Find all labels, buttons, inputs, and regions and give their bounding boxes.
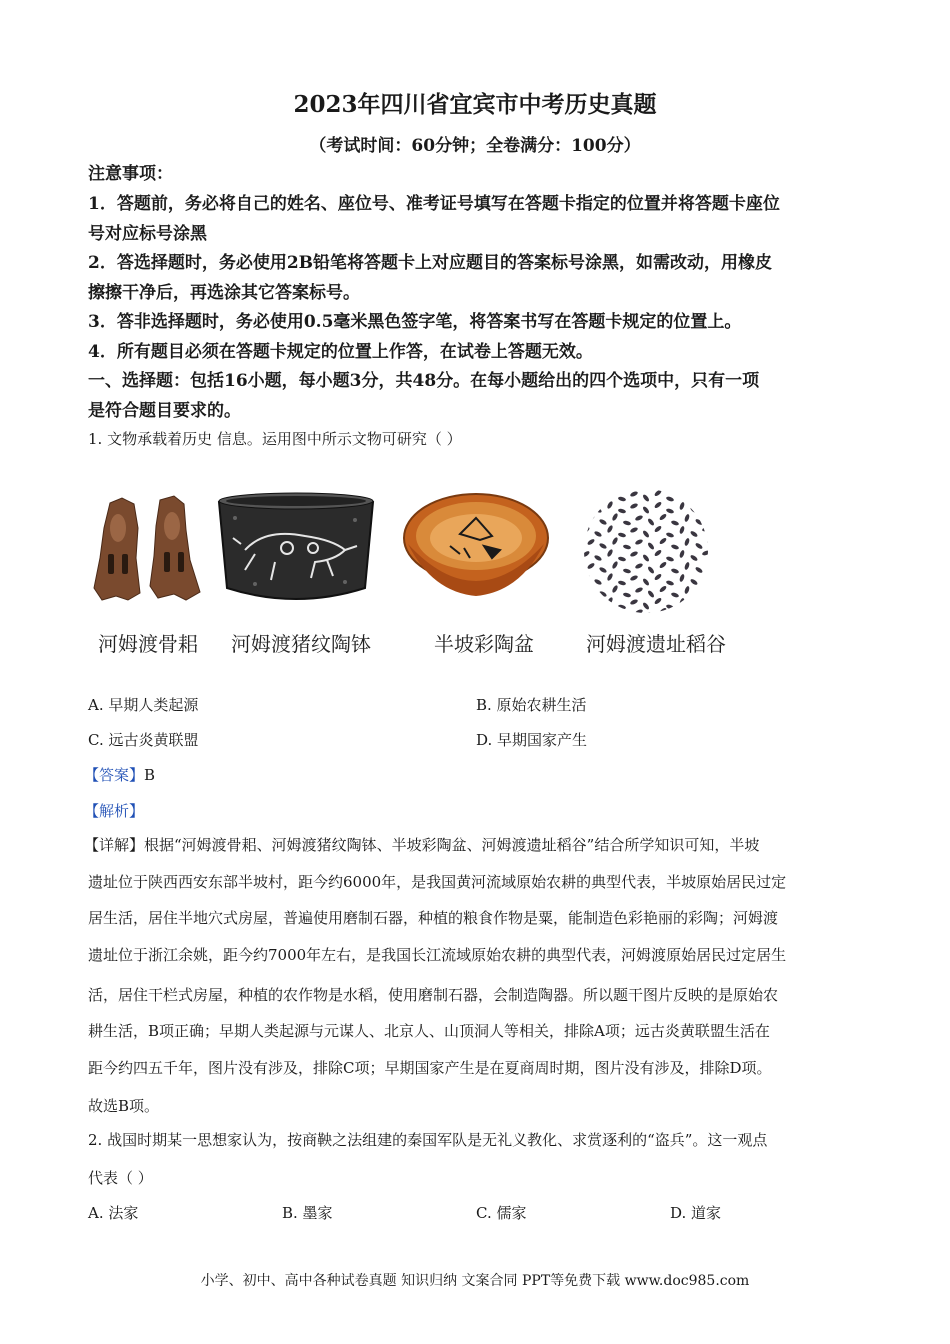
option-a: A. 法家	[88, 1204, 139, 1222]
detail-line: 居生活，居住半地穴式房屋，普遍使用磨制石器，种植的粮食作物是粟，能制造色彩艳丽的彩陶；河姆渡	[88, 909, 779, 927]
note-line: 3．答非选择题时，务必使用0.5毫米黑色签字笔，将答案书写在答题卡规定的位置上。	[88, 312, 742, 332]
detail-line: 遗址位于陕西西安东部半坡村，距今约6000年，是我国黄河流域原始农耕的典型代表，半坡原始居民过定	[88, 873, 787, 891]
option-b: B. 原始农耕生活	[476, 696, 587, 714]
footer-text: 小学、初中、高中各种试卷真题 知识归纳 文案合同 PPT等免费下载 www.doc985.com	[200, 1273, 750, 1289]
question-2-stem: 代表（ ）	[88, 1169, 153, 1187]
detail-line: 耕生活，B项正确；早期人类起源与元谋人、北京人、山顶洞人等相关，排除A项；远古炎黄联盟生活在	[88, 1022, 770, 1040]
note-line: 2．答选择题时，务必使用2B铅笔将答题卡上对应题目的答案标号涂黑，如需改动，用橡皮	[88, 253, 773, 273]
section-heading: 是符合题目要求的。	[88, 401, 241, 421]
note-line: 1．答题前，务必将自己的姓名、座位号、准考证号填写在答题卡指定的位置并将答题卡座位	[88, 194, 780, 214]
artifact-images	[88, 488, 748, 658]
notes-heading: 注意事项：	[88, 164, 173, 184]
detail-line: 遗址位于浙江余姚，距今约7000年左右，是我国长江流域原始农耕的典型代表，河姆渡原始居民过定居生	[88, 946, 787, 964]
option-a: A. 早期人类起源	[88, 696, 199, 714]
note-line: 擦擦干净后，再选涂其它答案标号。	[88, 283, 360, 303]
pig-pattern-bowl-image	[215, 488, 377, 614]
bone-spade-image	[88, 488, 208, 622]
detail-line: 故选B项。	[88, 1097, 160, 1115]
banpo-basin-image	[400, 488, 552, 620]
answer-label: 【答案】	[84, 766, 145, 784]
detail-line: 活，居住干栏式房屋，种植的农作物是水稻，使用磨制石器，会制造陶器。所以题干图片反映的是原始农	[88, 986, 779, 1004]
detail-line: 距今约四五千年，图片没有涉及，排除C项；早期国家产生是在夏商周时期，图片没有涉及，排除D项。	[88, 1059, 772, 1077]
section-heading: 一、选择题：包括16小题，每小题3分，共48分。在每小题给出的四个选项中，只有一项	[88, 371, 760, 391]
caption: 河姆渡遗址稻谷	[586, 632, 726, 656]
option-b: B. 墨家	[282, 1204, 333, 1222]
rice-grains-image	[576, 488, 716, 618]
exam-info: （考试时间：60分钟；全卷满分：100分）	[309, 136, 641, 156]
answer-line	[84, 764, 155, 785]
question-1-stem: 1. 文物承载着历史 信息。运用图中所示文物可研究（ ）	[88, 430, 462, 448]
detail-line: 【详解】根据“河姆渡骨耜、河姆渡猪纹陶钵、半坡彩陶盆、河姆渡遗址稻谷”结合所学知识可知，半坡	[84, 836, 760, 854]
option-d: D. 道家	[670, 1204, 722, 1222]
caption: 河姆渡猪纹陶钵	[231, 632, 371, 656]
question-2-stem: 2. 战国时期某一思想家认为，按商鞅之法组建的秦国军队是无礼义教化、求赏逐利的“盗兵”。这一观点	[88, 1131, 768, 1149]
page-title: 2023年四川省宜宾市中考历史真题	[293, 91, 657, 118]
analysis-label: 【解析】	[84, 802, 145, 820]
option-c: C. 远古炎黄联盟	[88, 731, 199, 749]
answer-value: B	[144, 766, 156, 784]
option-d: D. 早期国家产生	[476, 731, 588, 749]
caption: 半坡彩陶盆	[434, 632, 534, 656]
note-line: 号对应标号涂黑	[88, 224, 207, 244]
option-c: C. 儒家	[476, 1204, 527, 1222]
note-line: 4．所有题目必须在答题卡规定的位置上作答，在试卷上答题无效。	[88, 342, 593, 362]
caption: 河姆渡骨耜	[98, 632, 198, 656]
